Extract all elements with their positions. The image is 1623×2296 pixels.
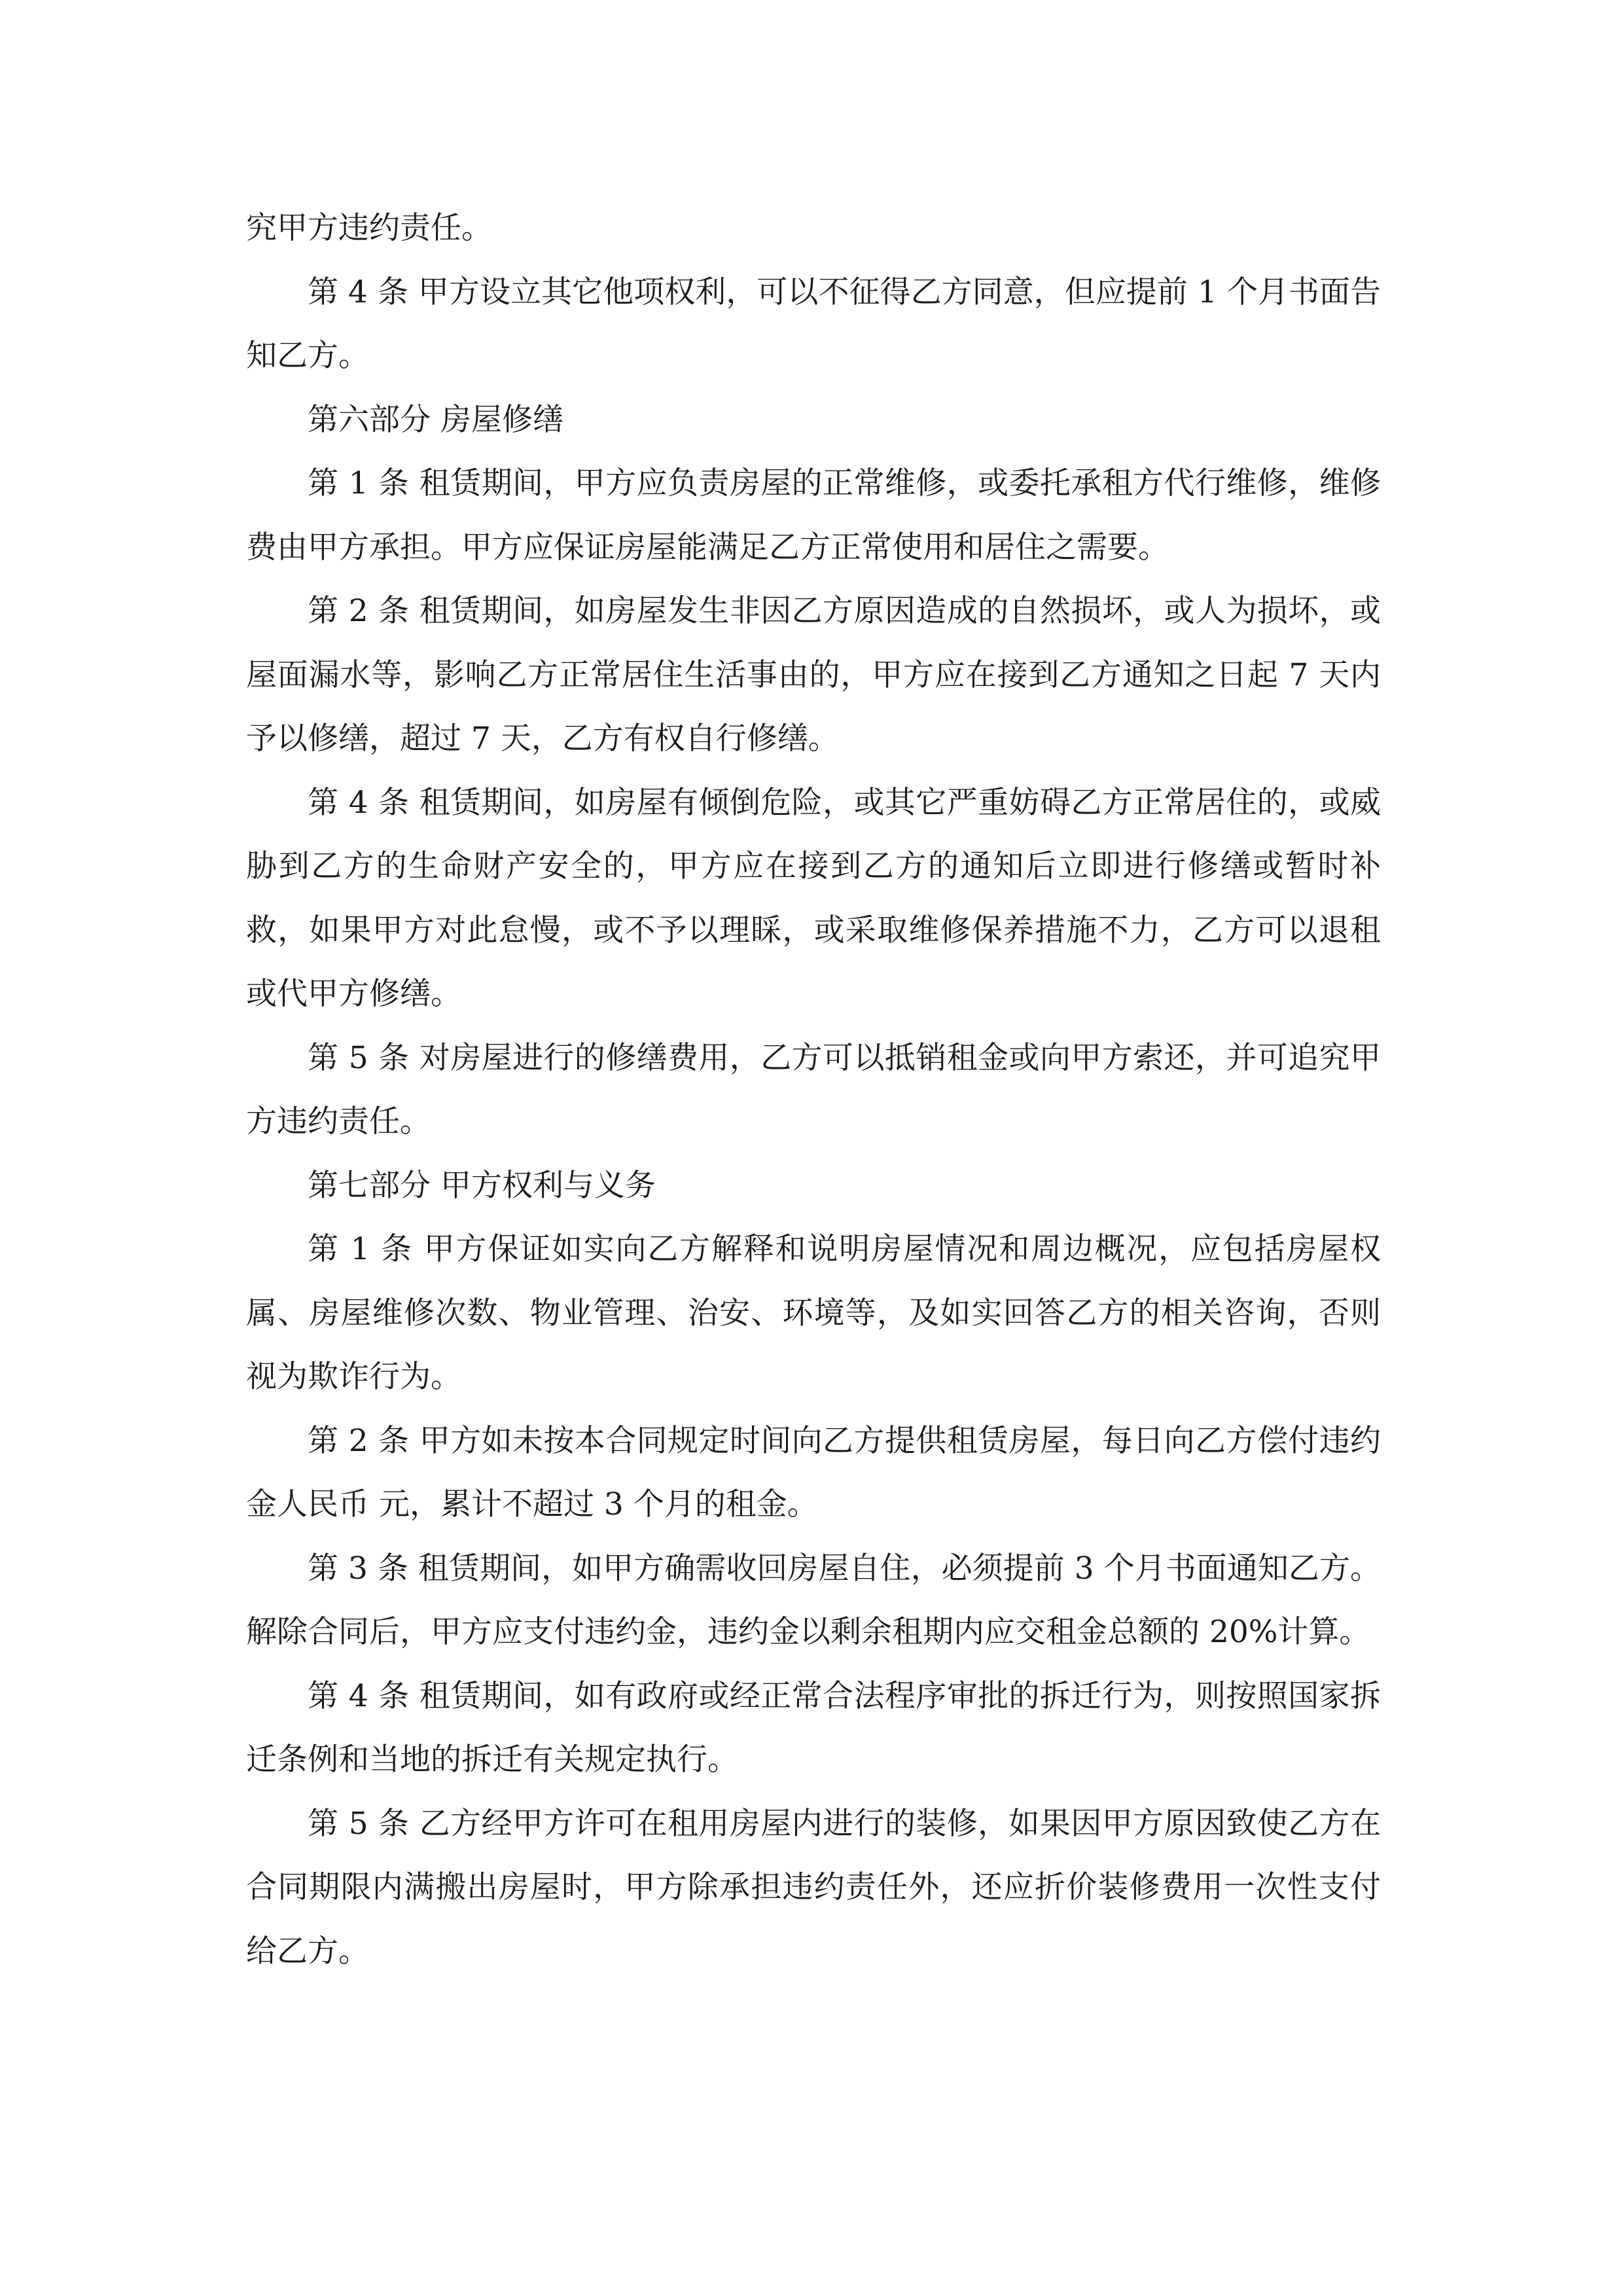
section-heading: 第六部分 房屋修缮 [308, 401, 563, 438]
section-heading: 第七部分 甲方权利与义务 [308, 1167, 656, 1204]
clause-paragraph: 第 1 条 甲方保证如实向乙方解释和说明房屋情况和周边概况，应包括房屋权属、房屋维修次数、物业管理、治安、环境等，及如实回答乙方的相关咨询，否则视为欺诈行为。 [246, 1231, 1381, 1395]
clause-paragraph: 第 5 条 乙方经甲方许可在租用房屋内进行的装修，如果因甲方原因致使乙方在合同期限内满搬出房屋时，甲方除承担违约责任外，还应折价装修费用一次性支付给乙方。 [246, 1805, 1381, 1969]
clause-paragraph: 第 2 条 甲方如未按本合同规定时间向乙方提供租赁房屋，每日向乙方偿付违约金人民币 元，累计不超过 3 个月的租金。 [246, 1422, 1381, 1522]
clause-paragraph: 第 2 条 租赁期间，如房屋发生非因乙方原因造成的自然损坏，或人为损坏，或屋面漏水等，影响乙方正常居住生活事由的，甲方应在接到乙方通知之日起 7 天内予以修缮，超过 7 天，乙方有权自行修缮。 [246, 593, 1381, 757]
clause-paragraph: 第 4 条 租赁期间，如有政府或经正常合法程序审批的拆迁行为，则按照国家拆迁条例和当地的拆迁有关规定执行。 [246, 1677, 1381, 1778]
clause-paragraph: 第 3 条 租赁期间，如甲方确需收回房屋自住，必须提前 3 个月书面通知乙方。解除合同后，甲方应支付违约金，违约金以剩余租期内应交租金总额的 20%计算。 [246, 1550, 1381, 1650]
document-body [246, 196, 1381, 1983]
clause-paragraph: 第 1 条 租赁期间，甲方应负责房屋的正常维修，或委托承租方代行维修，维修费由甲方承担。甲方应保证房屋能满足乙方正常使用和居住之需要。 [246, 465, 1381, 565]
clause-paragraph: 第 4 条 租赁期间，如房屋有倾倒危险，或其它严重妨碍乙方正常居住的，或威胁到乙方的生命财产安全的，甲方应在接到乙方的通知后立即进行修缮或暂时补救，如果甲方对此怠慢，或不予以理睬，或采取维修保养措施不力，乙方可以退租或代甲方修缮。 [246, 784, 1381, 1012]
clause-paragraph: 第 5 条 对房屋进行的修缮费用，乙方可以抵销租金或向甲方索还，并可追究甲方违约责任。 [246, 1039, 1381, 1139]
paragraph-continuation: 究甲方违约责任。 [246, 210, 492, 246]
clause-paragraph: 第 4 条 甲方设立其它他项权利，可以不征得乙方同意，但应提前 1 个月书面告知乙方。 [246, 274, 1381, 374]
